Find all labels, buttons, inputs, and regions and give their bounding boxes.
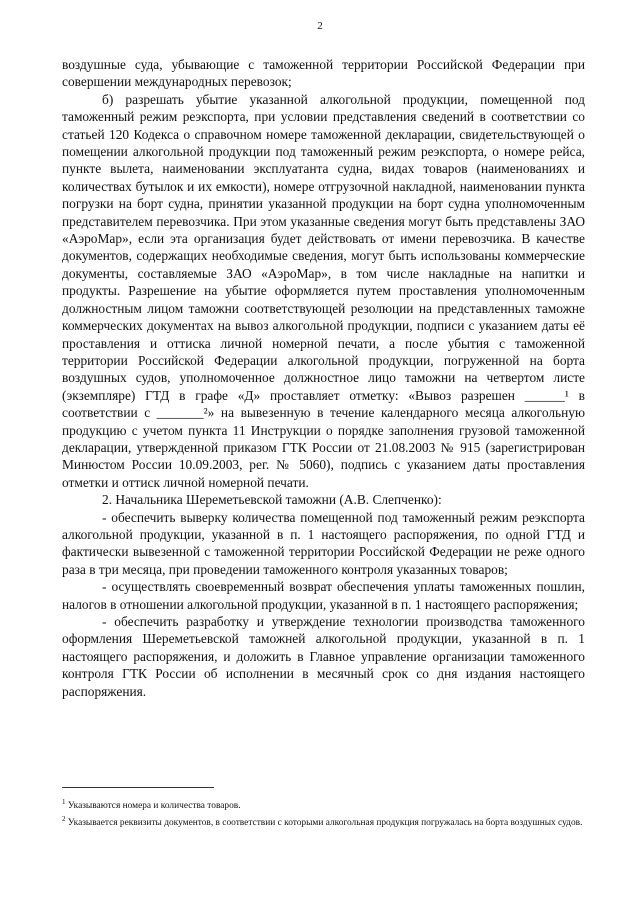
footnotes (62, 787, 585, 830)
footnote-1 (62, 796, 585, 813)
document-body (62, 56, 585, 700)
paragraph-continuation: воздушные суда, убывающие с таможенной территории Российской Федерации при совершении международных перевозок; (62, 57, 585, 90)
footnote-text: Указывается реквизиты документов, в соответствии с которыми алкогольная продукция погружалась на борта воздушных судов. (67, 818, 583, 829)
footnote-divider (62, 787, 214, 788)
page-number: 2 (317, 20, 323, 32)
paragraph-bullet-3: - обеспечить разработку и утверждение технологии производства таможенного оформления Шереметьевской таможней алкогольной продукции, указанной в п. 1 настоящего распоряжения, и доложить в Главное управление организации таможенного контроля ГТК России об исполнении в месячный срок со дня издания настоящего распоряжения. (62, 614, 585, 699)
footnote-mark: 2 (62, 815, 66, 824)
footnote-mark: 1 (62, 798, 66, 806)
paragraph-b: б) разрешать убытие указанной алкогольной продукции, помещенной под таможенный режим реэкспорта, при условии представления сведений в соответствии со статьей 120 Кодекса о справочном номере таможенной декларации, свидетельствующей о помещении алкогольной продукции под таможенный режим реэкспорта, о номере рейса, пункте вылета, наименовании эксплуатанта судна, видах товаров (наименованиях и количествах бутылок и их емкости), номере отгрузочной накладной, наименовании пункта погрузки на борт судна, принятии указанной продукции на борт судна уполномоченным представителем перевозчика. При этом указанные сведения могут быть представлены ЗАО «АэроМар», если эта организация будет действовать от имени перевозчика. В качестве документов, содержащих необходимые сведения, могут быть использованы коммерческие документы, составляемые ЗАО «АэроМар», в том числе накладные на напитки и продукты. Разрешение на убытие оформляется путем проставления уполномоченным должностным лицом таможни соответствующей резолюции на представленных таможне коммерческих документах на вывоз алкогольной продукции, подписи с указанием даты её проставления и оттиска личной номерной печати, а после убытия с таможенной территории Российской Федерации алкогольной продукции, погруженной на борта воздушных судов, уполномоченное должностное лицо таможни на четвертом листе (экземпляре) ГТД в графе «Д» проставляет отметку: «Вывоз разрешен ______¹ в соответствии с _______²» на вывезенную в течение календарного месяца алкогольную продукцию с учетом пункта 11 Инструкции о порядке заполнения грузовой таможенной декларации, утвержденной приказом ГТК России от 21.08.2003 № 915 (зарегистрирован Минюстом России 10.09.2003, рег. № 5060), подпись с указанием даты проставления отметки и оттиск личной номерной печати. (62, 91, 585, 490)
paragraph-2-heading: 2. Начальника Шереметьевской таможни (А.В. Слепченко): (102, 492, 442, 508)
footnote-text: Указываются номера и количества товаров. (67, 801, 241, 812)
footnote-2 (62, 813, 585, 830)
paragraph-bullet-2: - осуществлять своевременный возврат обеспечения уплаты таможенных пошлин, налогов в отношении алкогольной продукции, указанной в п. 1 настоящего распоряжения; (62, 579, 585, 612)
paragraph-bullet-1: - обеспечить выверку количества помещенной под таможенный режим реэкспорта алкогольной продукции, указанной в п. 1 настоящего распоряжения, по одной ГТД и фактически вывезенной с таможенной территории Российской Федерации не реже одного раза в три месяца, при проведении таможенного контроля указанных товаров; (62, 509, 585, 577)
